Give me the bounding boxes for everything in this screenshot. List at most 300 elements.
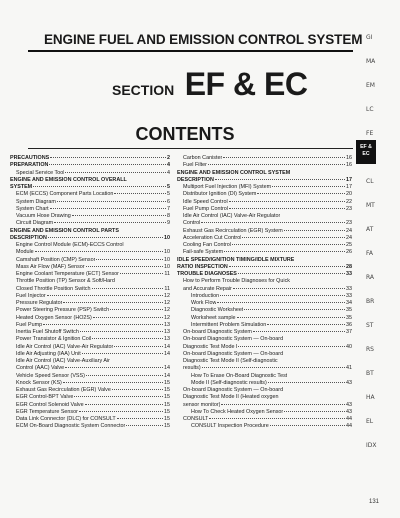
toc-leader-dots [54,222,166,223]
toc-entry-title: Control [183,220,201,227]
toc-entry[interactable] [10,271,170,278]
toc-entry[interactable] [177,228,352,235]
toc-entry-page: 33 [346,292,352,299]
toc-entry[interactable] [177,307,352,314]
section-label: SECTION [112,82,175,98]
toc-entry[interactable] [10,307,170,314]
toc-entry-title: Module [16,249,34,256]
contents-title: CONTENTS [135,124,235,144]
toc-leader-dots [65,172,166,173]
toc-leader-dots [220,295,345,296]
toc-leader-dots [237,317,345,318]
toc-entry[interactable] [177,402,352,409]
toc-entry-title: Idle Air Control (IAC) Valve-Auxiliary Air [16,358,110,364]
toc-leader-dots [57,201,166,202]
toc-entry-title: and Accurate Repair [183,285,232,292]
side-index-mark[interactable]: LC [366,106,374,113]
side-index-mark[interactable]: MA [366,58,376,65]
side-index-mark[interactable]: BR [366,298,375,305]
toc-entry-page: 23 [346,205,352,212]
toc-entry-page: 36 [346,321,352,328]
side-index-mark[interactable]: BT [366,370,374,377]
side-index-mark[interactable]: HA [366,394,375,401]
toc-entry[interactable] [177,162,352,169]
toc-entry-title: On-board Diagnostic System — On-board [183,336,284,343]
toc-entry-page: 40 [346,343,352,350]
toc-leader-dots [257,193,345,194]
toc-leader-dots [112,389,163,390]
toc-entry-title: results) [183,365,201,372]
toc-entry-title: DESCRIPTION [10,234,47,241]
toc-leader-dots [114,193,166,194]
toc-leader-dots [224,251,345,252]
toc-entry-title: Circuit Diagram [16,220,54,227]
toc-entry[interactable] [10,206,170,213]
toc-entry[interactable] [10,322,170,329]
toc-leader-dots [74,396,163,397]
toc-leader-dots [63,382,163,383]
toc-entry-page: 15 [164,401,170,408]
toc-entry[interactable] [177,213,352,220]
toc-entry-title: Introduction [191,292,220,299]
toc-entry[interactable] [177,242,352,249]
toc-leader-dots [238,346,345,347]
toc-entry-title: SYSTEM [10,184,33,190]
toc-entry-page: 14 [164,350,170,357]
toc-entry[interactable] [10,213,170,220]
toc-entry-title: On-board Diagnostic System — On-board [183,350,284,357]
toc-entry-title: Idle Air Control (IAC) Valve-Air Regulator [183,213,281,219]
section-heading [112,66,307,103]
toc-entry[interactable] [177,394,352,401]
toc-entry[interactable] [177,423,352,430]
toc-entry[interactable] [10,365,170,372]
toc-entry-title: How To Erase On-Board Diagnostic Test [191,372,288,379]
manual-header-title: ENGINE FUEL AND EMISSION CONTROL SYSTEM [44,32,363,47]
toc-leader-dots [209,418,345,419]
toc-entry-title: Fuel Pump [16,321,43,328]
toc-entry-page: 15 [164,408,170,415]
side-index-mark[interactable]: RA [366,274,375,281]
toc-entry[interactable] [177,271,352,278]
toc-entry-page: 9 [167,220,170,227]
toc-entry-title: Work Flow [191,300,217,306]
side-index-mark[interactable]: AT [366,226,374,233]
toc-entry-title: sensor monitor) [183,401,221,408]
toc-entry-page: 13 [164,321,170,328]
toc-entry-page: 12 [164,292,170,299]
toc-leader-dots [201,222,345,223]
toc-entry[interactable] [177,336,352,343]
toc-entry[interactable] [10,387,170,394]
toc-entry-page: 17 [346,184,352,190]
toc-entry[interactable] [10,228,170,235]
side-index-mark[interactable]: EM [366,82,375,89]
toc-entry-page: 12 [164,300,170,306]
toc-entry-title: Idle Speed Control [183,198,228,205]
toc-entry-title: Exhaust Gas Recirculation (EGR) System [183,227,283,234]
toc-entry[interactable] [177,365,352,372]
toc-leader-dots [223,157,345,158]
toc-entry[interactable] [10,264,170,271]
toc-entry-title: CONSULT Inspection Procedure [191,423,269,430]
side-index-mark[interactable]: RS [366,346,374,353]
toc-entry-page: 14 [164,343,170,350]
toc-leader-dots [92,288,164,289]
toc-entry[interactable] [177,300,352,307]
toc-entry-title: EGR Control Solenoid Valve [16,401,84,408]
toc-entry-title: Inertia Fuel Shutoff Switch [16,329,79,335]
toc-entry-title: Power Transistor & Ignition Coil [16,336,92,343]
toc-entry[interactable] [10,199,170,206]
toc-entry[interactable] [10,300,170,307]
toc-entry-page: 11 [164,285,170,292]
toc-entry[interactable] [10,278,170,285]
toc-entry-page: 22 [346,198,352,205]
toc-entry-title: PRECAUTIONS [10,155,50,161]
toc-entry-title: Diagnostic Test Mode II (Self-diagnostic [183,358,278,364]
toc-entry-page: 10 [164,234,170,241]
toc-entry-title: ENGINE AND EMISSION CONTROL SYSTEM [177,169,291,176]
toc-entry[interactable] [10,191,170,198]
toc-entry-page: 7 [167,205,170,212]
toc-entry[interactable] [177,329,352,336]
toc-leader-dots [50,208,166,209]
toc-entry[interactable] [177,387,352,394]
toc-entry-title: Camshaft Position (CMP) Sensor [16,256,96,263]
toc-leader-dots [229,266,345,267]
toc-leader-dots [232,244,345,245]
toc-entry-title: EGR Control-BPT Valve [16,394,74,401]
toc-entry[interactable] [177,351,352,358]
toc-entry[interactable] [177,344,352,351]
toc-entry-title: DESCRIPTION [177,176,214,183]
toc-entry-title: Mode II (Self-diagnostic results) [191,379,267,386]
toc-entry[interactable] [10,394,170,401]
toc-entry-page: 15 [164,379,170,386]
toc-entry-title: Distributor Ignition (DI) System [183,191,257,198]
toc-entry-page: 17 [346,176,352,183]
section-tab-line1: EF & [360,144,372,150]
toc-entry[interactable] [177,409,352,416]
toc-entry[interactable] [177,184,352,191]
toc-entry-title: ECM On-Board Diagnostic System Connector [16,423,126,430]
toc-entry[interactable] [10,380,170,387]
toc-entry[interactable] [177,264,352,271]
toc-entry-title: On-board Diagnostic System [183,329,252,335]
header-rule [28,50,353,52]
toc-entry[interactable] [177,380,352,387]
contents-rule [28,148,353,149]
toc-leader-dots [229,201,345,202]
toc-leader-dots [126,425,163,426]
toc-entry-title: Idle Air Adjusting (IAA) Unit [16,350,81,357]
toc-entry-page: 33 [346,285,352,292]
toc-entry-page: 4 [167,169,170,176]
toc-entry-page: 25 [346,242,352,248]
toc-entry[interactable] [177,155,352,162]
toc-entry-page: 13 [164,329,170,335]
toc-leader-dots [80,331,163,332]
section-tab[interactable] [356,140,376,164]
toc-entry-title: Closed Throttle Position Switch [16,285,91,292]
toc-leader-dots [221,404,345,405]
toc-entry-page: 13 [164,336,170,343]
toc-left-column [10,155,170,431]
toc-entry-page: 35 [346,314,352,321]
toc-leader-dots [86,375,163,376]
toc-entry[interactable] [10,242,170,249]
toc-leader-dots [85,404,163,405]
toc-entry[interactable] [10,162,170,169]
toc-entry-page: 14 [164,365,170,372]
toc-entry-page: 20 [346,191,352,198]
toc-entry-page: 15 [164,416,170,422]
toc-entry[interactable] [10,409,170,416]
toc-entry[interactable] [177,416,352,423]
toc-entry-page: 10 [164,249,170,256]
toc-entry-title: Throttle Position (TP) Sensor & Soft/Hard [16,278,115,285]
toc-entry[interactable] [10,344,170,351]
toc-entry[interactable] [10,373,170,380]
toc-entry-page: 15 [164,394,170,401]
toc-entry-page: 5 [167,184,170,190]
toc-entry-title: Idle Air Control (IAC) Valve-Air Regulator [16,343,114,350]
toc-leader-dots [114,346,163,347]
toc-entry-title: EGR Temperature Sensor [16,408,78,415]
toc-entry-title: ENGINE AND EMISSION CONTROL OVERALL [10,176,127,183]
toc-entry[interactable] [177,358,352,365]
toc-leader-dots [253,331,345,332]
toc-leader-dots [272,186,345,187]
toc-entry[interactable] [177,235,352,242]
page-number: 131 [369,499,380,505]
toc-entry-page: 16 [346,162,352,169]
toc-leader-dots [96,259,163,260]
toc-leader-dots [208,164,345,165]
toc-entry-page: 37 [346,329,352,335]
toc-entry-page: 28 [346,263,352,270]
toc-entry-title: CONSULT [183,416,209,422]
toc-entry-title: Heated Oxygen Sensor (HO2S) [16,314,92,321]
toc-entry[interactable] [177,177,352,184]
toc-entry[interactable] [10,286,170,293]
toc-entry[interactable] [10,257,170,264]
toc-entry[interactable] [10,155,170,162]
toc-entry[interactable] [10,184,170,191]
toc-entry-page: 4 [167,162,170,169]
side-index-mark[interactable]: FA [366,250,374,257]
toc-entry-page: 44 [346,416,352,422]
toc-leader-dots [35,251,163,252]
toc-entry-title: Worksheet sample [191,314,236,321]
toc-leader-dots [284,411,345,412]
toc-leader-dots [92,338,163,339]
toc-entry[interactable] [10,351,170,358]
toc-leader-dots [233,288,345,289]
toc-entry-title: IDLE SPEED/IGNITION TIMING/IDLE MIXTURE [177,256,295,263]
toc-entry[interactable] [10,235,170,242]
toc-leader-dots [63,302,163,303]
toc-entry-title: Pressure Regulator [16,300,63,306]
toc-leader-dots [49,164,166,165]
toc-leader-dots [202,367,345,368]
toc-entry[interactable] [10,293,170,300]
toc-entry-title: Multiport Fuel Injection (MFI) System [183,184,272,190]
toc-entry[interactable] [177,220,352,227]
toc-entry[interactable] [177,293,352,300]
toc-entry-page: 2 [167,155,170,161]
toc-entry-page: 33 [346,271,352,277]
toc-entry-title: Engine Coolant Temperature (ECT) Sensor [16,271,119,277]
toc-entry[interactable] [177,170,352,177]
toc-entry-page: 44 [346,423,352,430]
toc-leader-dots [82,353,163,354]
toc-entry-page: 15 [164,387,170,393]
toc-entry-title: Special Service Tool [16,169,65,176]
toc-entry-page: 6 [167,198,170,205]
toc-entry[interactable] [177,199,352,206]
toc-leader-dots [93,317,163,318]
toc-entry-title: Data Link Connector (DLC) for CONSULT [16,416,116,422]
toc-entry[interactable] [177,373,352,380]
toc-leader-dots [43,324,163,325]
toc-entry-page: 41 [346,365,352,372]
toc-entry-title: Vacuum Hose Drawing [16,213,71,219]
side-index-mark[interactable]: ST [366,322,374,329]
toc-leader-dots [217,302,345,303]
toc-entry-title: Mass Air Flow (MAF) Sensor [16,263,85,270]
toc-entry-title: Fuel Injector [16,292,46,299]
toc-entry-title: RATIO INSPECTION [177,263,228,270]
side-index-mark[interactable]: FE [366,130,374,137]
toc-entry-title: Intermittent Problem Simulation [191,321,267,328]
toc-entry-page: 12 [164,307,170,314]
toc-leader-dots [86,266,163,267]
toc-entry-title: Exhaust Gas Recirculation (EGR) Valve [16,387,111,393]
toc-entry-title: Power Steering Pressure (PSP) Switch [16,307,110,314]
toc-entry-title: Diagnostic Test Mode I [183,343,238,350]
toc-entry[interactable] [177,322,352,329]
toc-entry-title: Acceleration Cut Control [183,234,242,241]
toc-entry-title: Diagnostic Test Mode II (Heated oxygen [183,394,279,401]
toc-leader-dots [47,295,163,296]
toc-leader-dots [267,324,345,325]
toc-entry-page: 10 [164,256,170,263]
toc-entry-title: Carbon Canister [183,155,223,161]
toc-entry[interactable] [177,257,352,264]
toc-entry-title: Control (AAC) Valve [16,365,65,372]
toc-leader-dots [215,179,345,180]
toc-entry-title: On-board Diagnostic System — On-board [183,387,284,393]
toc-entry[interactable] [10,402,170,409]
toc-leader-dots [270,425,345,426]
toc-entry[interactable] [177,286,352,293]
toc-entry-page: 12 [164,314,170,321]
toc-entry-title: Knock Sensor (KS) [16,379,62,386]
toc-leader-dots [120,273,163,274]
toc-entry[interactable] [177,315,352,322]
toc-entry[interactable] [10,416,170,423]
toc-entry-page: 10 [164,263,170,270]
toc-leader-dots [117,418,163,419]
toc-entry-title: Fuel Filter [183,162,207,169]
toc-entry[interactable] [10,329,170,336]
toc-entry-page: 14 [164,372,170,379]
toc-entry-title: How to Perform Trouble Diagnoses for Quick [183,278,290,285]
toc-leader-dots [48,237,163,238]
toc-leader-dots [268,382,345,383]
toc-entry-page: 8 [167,213,170,219]
toc-entry-page: 43 [346,379,352,386]
toc-entry[interactable] [177,278,352,285]
toc-entry-title: Vehicle Speed Sensor (VSS) [16,372,85,379]
toc-entry[interactable] [10,336,170,343]
section-tab-line2: EC [362,151,370,157]
toc-entry-page: 34 [346,300,352,306]
toc-entry-title: System Diagram [16,198,56,205]
toc-entry[interactable] [10,170,170,177]
toc-entry-page: 11 [164,271,170,277]
toc-entry-title: ENGINE AND EMISSION CONTROL PARTS [10,227,119,234]
toc-leader-dots [72,215,166,216]
section-code: EF & EC [184,66,308,102]
toc-entry[interactable] [10,315,170,322]
toc-entry-page: 24 [346,227,352,234]
toc-entry[interactable] [10,423,170,430]
toc-entry-title: Diagnostic Worksheet [191,307,244,314]
toc-entry[interactable] [177,191,352,198]
toc-leader-dots [65,367,163,368]
toc-leader-dots [33,186,166,187]
toc-leader-dots [79,411,163,412]
side-index-mark[interactable]: EL [366,418,374,425]
toc-leader-dots [244,309,345,310]
side-index-mark[interactable]: CL [366,178,374,185]
toc-entry[interactable] [10,249,170,256]
side-index-mark[interactable]: GI [366,34,373,41]
toc-entry[interactable] [10,220,170,227]
toc-entry-title: Fail-safe System [183,249,224,256]
toc-entry-title: Engine Control Module (ECM)-ECCS Control [16,242,124,248]
toc-entry-page: 43 [346,408,352,415]
toc-leader-dots [242,237,345,238]
toc-entry-page: 24 [346,234,352,241]
toc-leader-dots [284,230,345,231]
toc-leader-dots [229,208,345,209]
toc-entry-page: 23 [346,220,352,227]
toc-entry-page: 26 [346,249,352,256]
toc-entry-page: 15 [164,423,170,430]
toc-leader-dots [110,309,163,310]
toc-entry-page: 5 [167,191,170,198]
toc-leader-dots [238,273,345,274]
side-index-mark[interactable]: IDX [366,442,377,449]
toc-entry[interactable] [177,249,352,256]
side-index-mark[interactable]: MT [366,202,375,209]
toc-right-column [177,155,352,431]
toc-entry[interactable] [177,206,352,213]
toc-entry-title: PREPARATION [10,162,49,169]
toc-entry[interactable] [10,177,170,184]
toc-entry-title: TROUBLE DIAGNOSES [177,271,237,277]
toc-entry-page: 43 [346,401,352,408]
toc-entry-title: How To Check Heated Oxygen Sensor [191,408,284,415]
toc-leader-dots [50,157,166,158]
toc-entry-page: 16 [346,155,352,161]
toc-entry[interactable] [10,358,170,365]
toc-entry-title: Cooling Fan Control [183,242,231,248]
